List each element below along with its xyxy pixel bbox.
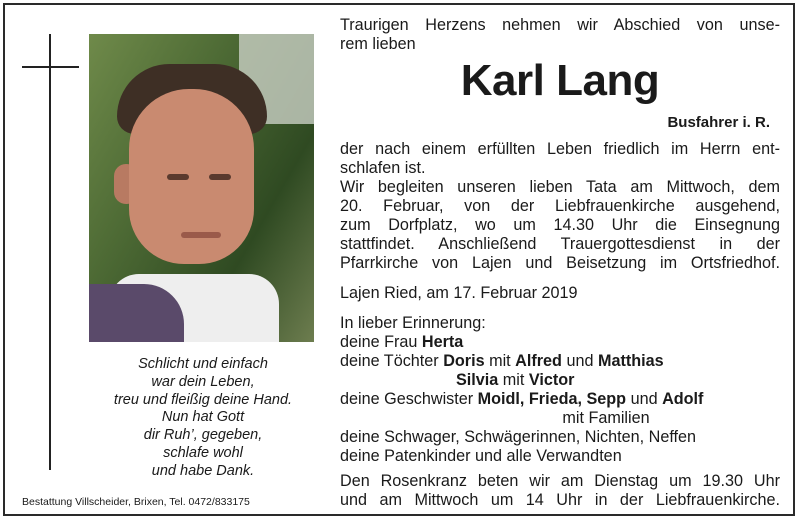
poem: [98, 356, 308, 481]
poem-line: Schlicht und einfach: [138, 356, 268, 372]
body-line: 20. Februar, von der Liebfrauenkirche ausgehend,: [340, 197, 780, 215]
funeral-home-credit: Bestattung Villscheider, Brixen, Tel. 0472/833175: [22, 496, 250, 508]
memory-heading: In lieber Erinnerung:: [340, 314, 486, 332]
rosary-line: und am Mittwoch um 14 Uhr in der Liebfrauenkirche.: [340, 491, 780, 509]
profession: Busfahrer i. R.: [667, 114, 770, 131]
poem-line: war dein Leben,: [151, 373, 255, 390]
intro-line: Traurigen Herzens nehmen wir Abschied von unse-: [340, 16, 780, 34]
poem-line: Nun hat Gott: [161, 409, 245, 426]
memory-wife: deine Frau Herta: [340, 333, 464, 351]
rosary-line: Den Rosenkranz beten wir am Dienstag um 19.30 Uhr: [340, 472, 780, 490]
memory-daughters: deine Töchter Doris mit Alfred und Matthias: [340, 352, 664, 370]
poem-line: treu und fleißig deine Hand.: [113, 391, 293, 408]
body-line: zum Dorfplatz, wo um 14.30 Uhr die Einsegnung: [340, 216, 780, 234]
poem-line: schlafe wohl: [163, 444, 243, 461]
body-line: schlafen ist.: [340, 159, 426, 177]
place-date: Lajen Ried, am 17. Februar 2019: [340, 284, 578, 302]
memory-families: mit Familien: [562, 409, 650, 427]
body-line: der nach einem erfüllten Leben friedlich im Herrn ent-: [340, 140, 780, 158]
deceased-name: Karl Lang: [460, 56, 660, 105]
cross-vertical-bar: [49, 34, 51, 470]
memory-daughter2: Silvia mit Victor: [456, 371, 575, 389]
memory-inlaws: deine Schwager, Schwägerinnen, Nichten, Neffen: [340, 428, 697, 446]
body-line: Pfarrkirche von Lajen und Beisetzung im Ortsfriedhof.: [340, 254, 780, 272]
body-line: stattfindet. Anschließend Trauergottesdienst in der: [340, 235, 780, 253]
poem-line: dir Ruh’, gegeben,: [143, 427, 263, 444]
body-line: Wir begleiten unseren lieben Tata am Mittwoch, dem: [340, 178, 780, 196]
poem-line: und habe Dank.: [151, 462, 255, 479]
memory-siblings: deine Geschwister Moidl, Frieda, Sepp und Adolf: [340, 390, 704, 408]
portrait-photo: [89, 34, 314, 342]
wife-name: Herta: [421, 333, 464, 351]
memory-godchildren: deine Patenkinder und alle Verwandten: [340, 447, 622, 465]
cross-horizontal-bar: [22, 66, 79, 68]
intro-line: rem lieben: [340, 35, 416, 53]
